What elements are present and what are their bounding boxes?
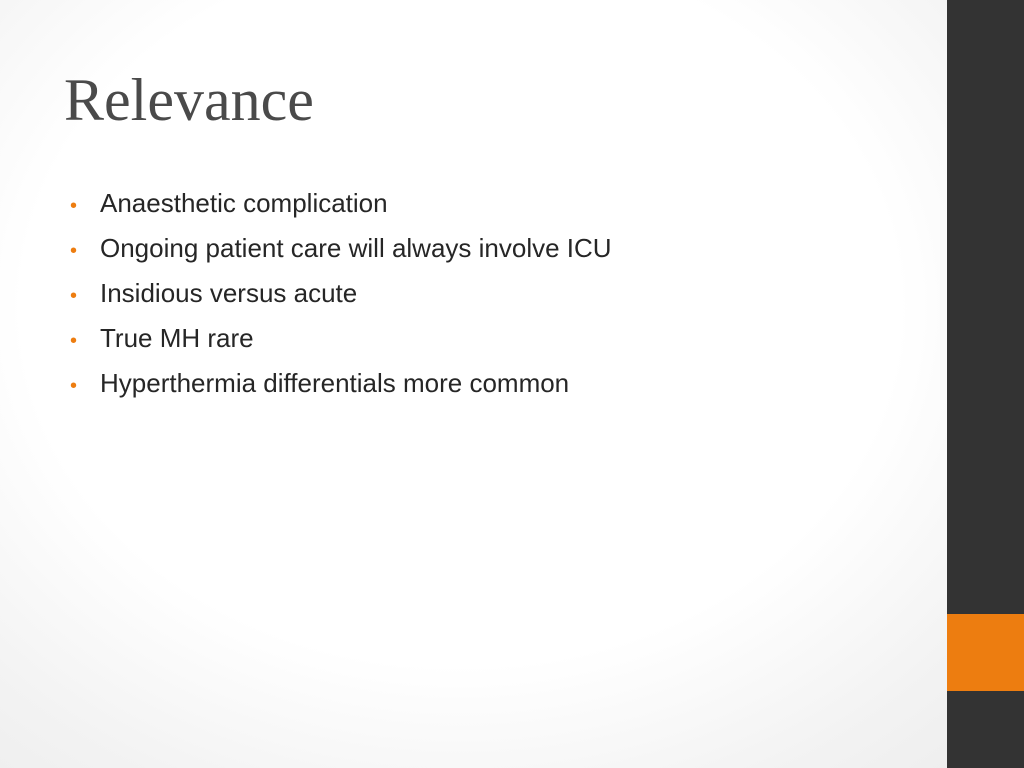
bullet-icon: • xyxy=(70,195,78,217)
bullet-item xyxy=(70,181,930,226)
bullet-list xyxy=(70,181,930,406)
bullet-text: Hyperthermia differentials more common xyxy=(100,368,570,398)
bullet-item xyxy=(70,226,930,271)
bullet-text: Anaesthetic complication xyxy=(100,188,388,218)
side-accent-block xyxy=(947,614,1024,691)
bullet-icon: • xyxy=(70,285,78,307)
slide-title: Relevance xyxy=(64,67,314,133)
bullet-icon: • xyxy=(70,375,78,397)
bullet-text: Insidious versus acute xyxy=(100,278,358,308)
bullet-icon: • xyxy=(70,330,78,352)
bullet-item xyxy=(70,271,930,316)
bullet-item xyxy=(70,316,930,361)
bullet-text: Ongoing patient care will always involve ICU xyxy=(100,233,612,263)
bullet-item xyxy=(70,361,930,406)
bullet-text: True MH rare xyxy=(100,323,254,353)
bullet-icon: • xyxy=(70,240,78,262)
